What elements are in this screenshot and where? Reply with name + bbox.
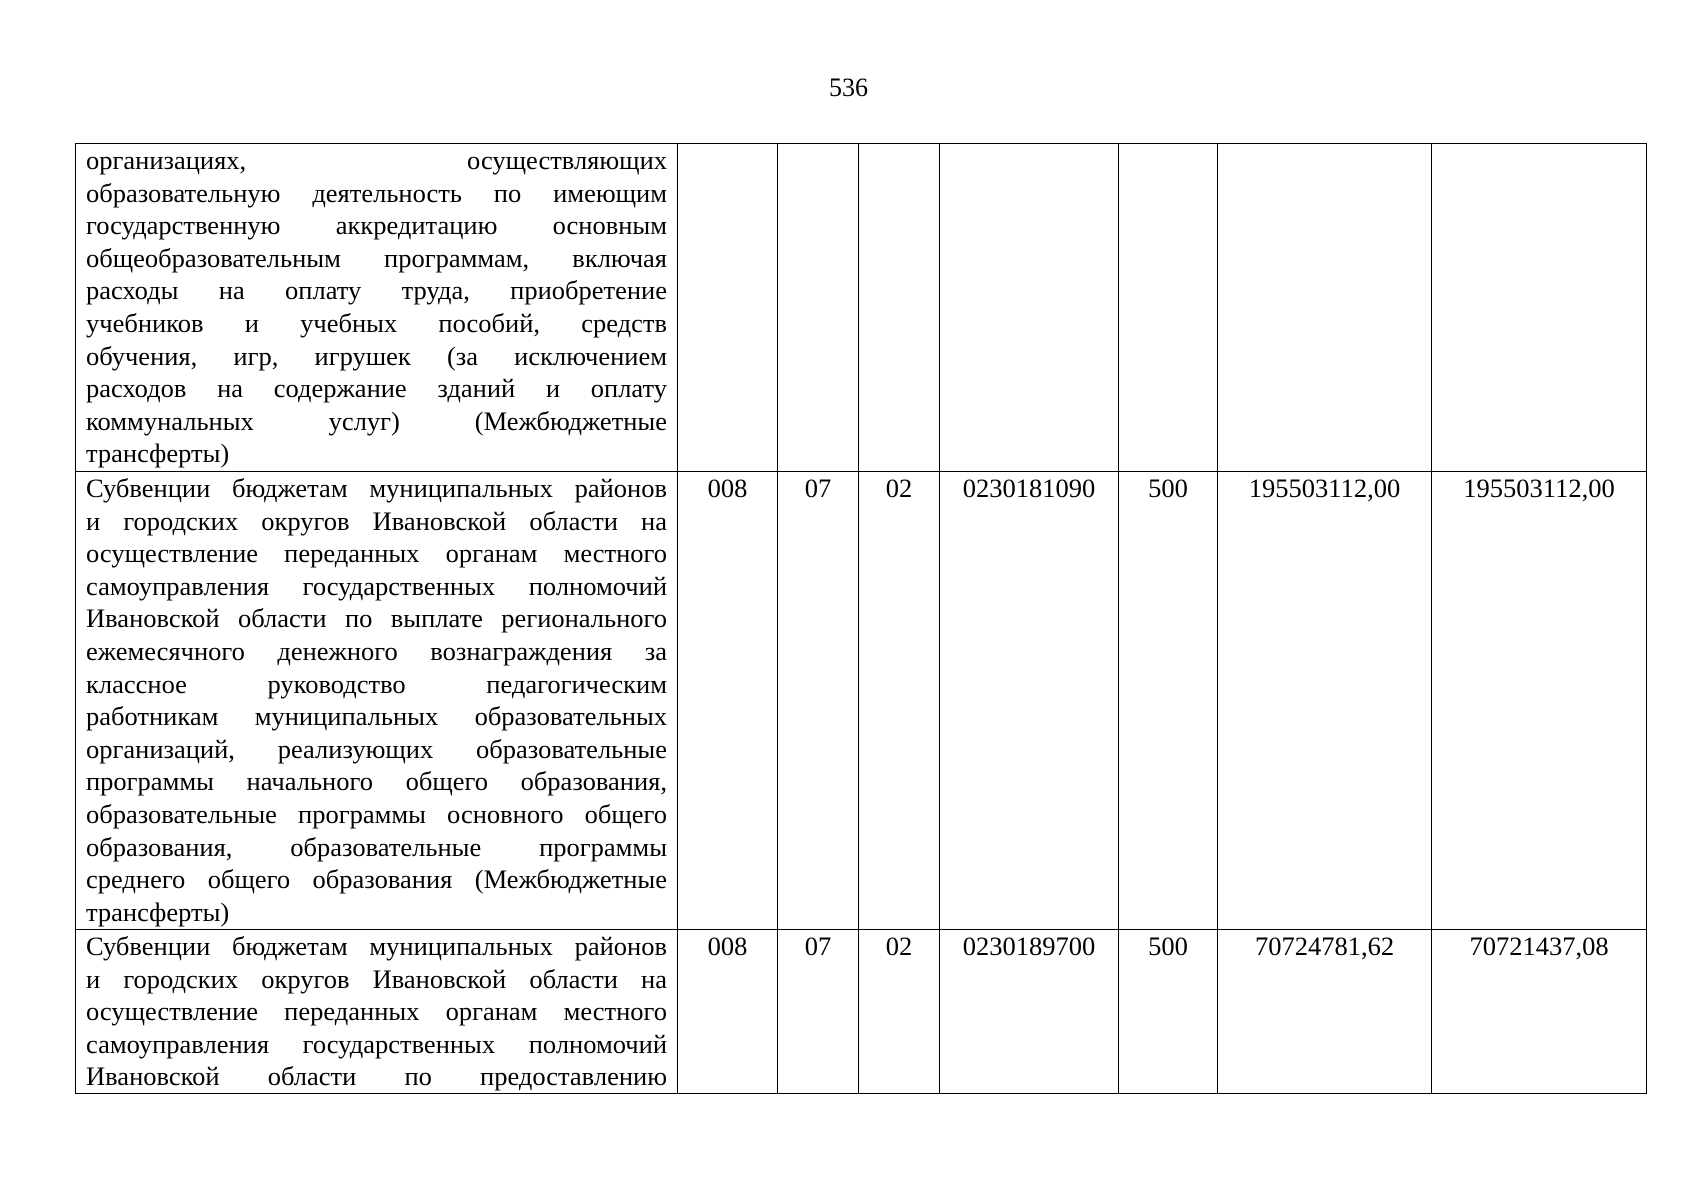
description-line: и городских округов Ивановской области на bbox=[86, 963, 667, 994]
description-line: Ивановской области по предоставлению bbox=[86, 1061, 667, 1092]
description-line: осуществление переданных органам местного bbox=[86, 538, 667, 569]
description-line: программы начального общего образования, bbox=[86, 766, 667, 797]
description-line: ежемесячного денежного вознаграждения за bbox=[86, 635, 667, 666]
ministry-code-cell: 008 bbox=[678, 472, 778, 930]
amount-2-cell: 70721437,08 bbox=[1432, 930, 1647, 1094]
amount-1-cell: 70724781,62 bbox=[1218, 930, 1432, 1094]
description-cell bbox=[76, 472, 678, 930]
subsection-code-cell: 02 bbox=[859, 930, 940, 1094]
description-line: расходов на содержание зданий и оплату bbox=[86, 373, 667, 404]
description-line: и городских округов Ивановской области на bbox=[86, 505, 667, 536]
description-line: организаций, реализующих образовательные bbox=[86, 733, 667, 764]
budget-table bbox=[75, 143, 1647, 1094]
description-line: общеобразовательным программам, включая bbox=[86, 242, 667, 273]
description-line: образования, образовательные программы bbox=[86, 831, 667, 862]
description-line: среднего общего образования (Межбюджетные bbox=[86, 864, 667, 895]
description-line: Субвенции бюджетам муниципальных районов bbox=[86, 473, 667, 503]
description-line: учебников и учебных пособий, средств bbox=[86, 307, 667, 338]
description-line: самоуправления государственных полномочий bbox=[86, 570, 667, 601]
subsection-code-cell: 02 bbox=[859, 472, 940, 930]
description-cell bbox=[76, 144, 678, 472]
amount-1-cell: 195503112,00 bbox=[1218, 472, 1432, 930]
table-row bbox=[76, 930, 1647, 1094]
amount-2-cell bbox=[1432, 144, 1647, 472]
expense-type-cell bbox=[1119, 144, 1218, 472]
ministry-code-cell: 008 bbox=[678, 930, 778, 1094]
description-line: самоуправления государственных полномочий bbox=[86, 1028, 667, 1059]
description-line: трансферты) bbox=[86, 896, 230, 927]
section-code-cell bbox=[778, 144, 859, 472]
description-line: организациях, осуществляющих bbox=[86, 145, 667, 175]
target-article-cell: 0230189700 bbox=[940, 930, 1119, 1094]
description-line: работникам муниципальных образовательных bbox=[86, 701, 667, 732]
description-line: Субвенции бюджетам муниципальных районов bbox=[86, 931, 667, 961]
subsection-code-cell bbox=[859, 144, 940, 472]
description-line: расходы на оплату труда, приобретение bbox=[86, 275, 667, 306]
description-line: образовательную деятельность по имеющим bbox=[86, 177, 667, 208]
page-number: 536 bbox=[829, 73, 868, 102]
table-row bbox=[76, 144, 1647, 472]
amount-2-cell: 195503112,00 bbox=[1432, 472, 1647, 930]
section-code-cell: 07 bbox=[778, 930, 859, 1094]
expense-type-cell: 500 bbox=[1119, 930, 1218, 1094]
description-line: осуществление переданных органам местного bbox=[86, 996, 667, 1027]
table-row bbox=[76, 472, 1647, 930]
description-line: государственную аккредитацию основным bbox=[86, 210, 667, 241]
description-line: коммунальных услуг) (Межбюджетные bbox=[86, 405, 667, 436]
amount-1-cell bbox=[1218, 144, 1432, 472]
description-line: Ивановской области по выплате регионального bbox=[86, 603, 667, 634]
description-line: трансферты) bbox=[86, 438, 230, 469]
expense-type-cell: 500 bbox=[1119, 472, 1218, 930]
description-line: классное руководство педагогическим bbox=[86, 668, 667, 699]
ministry-code-cell bbox=[678, 144, 778, 472]
description-cell bbox=[76, 930, 678, 1094]
target-article-cell: 0230181090 bbox=[940, 472, 1119, 930]
description-line: образовательные программы основного общего bbox=[86, 798, 667, 829]
section-code-cell: 07 bbox=[778, 472, 859, 930]
target-article-cell bbox=[940, 144, 1119, 472]
description-line: обучения, игр, игрушек (за исключением bbox=[86, 340, 667, 371]
